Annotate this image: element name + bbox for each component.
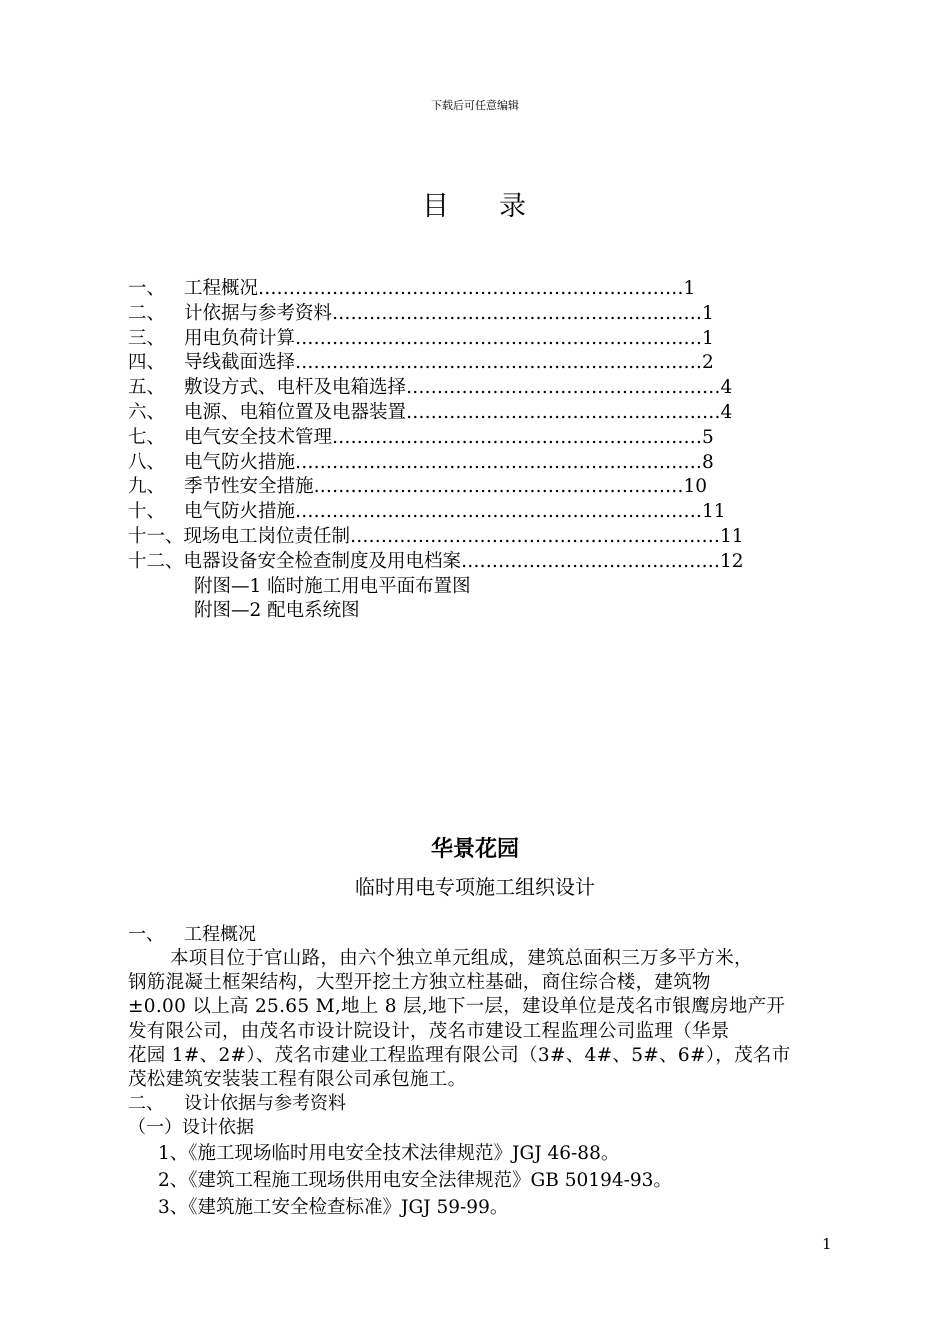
paragraph-line: 花园 1#、2#）、茂名市建业工程监理有限公司（3#、4#、5#、6#），茂名市 bbox=[128, 1044, 791, 1066]
section-number: 一、 bbox=[128, 924, 164, 945]
toc-item-page: 8 bbox=[702, 451, 714, 473]
table-of-contents bbox=[128, 277, 808, 624]
toc-item-number: 四、 bbox=[128, 352, 166, 374]
toc-item-label: 现场电工岗位责任制 bbox=[183, 525, 351, 547]
toc-item[interactable] bbox=[128, 351, 808, 376]
toc-item-label: 电源、电箱位置及电器装置 bbox=[184, 401, 407, 423]
toc-item-page: 12 bbox=[720, 550, 744, 572]
toc-item-label: 电气防火措施 bbox=[184, 451, 296, 473]
toc-appendix-item[interactable] bbox=[128, 575, 808, 600]
toc-item-number: 二、 bbox=[128, 302, 166, 324]
toc-item-number: 一、 bbox=[128, 278, 166, 299]
toc-item[interactable] bbox=[128, 426, 808, 451]
reference-item: 1、《施工现场临时用电安全技术法律规范》JGJ 46-88。 bbox=[158, 1143, 620, 1165]
document-title: 华景花园 bbox=[430, 837, 519, 862]
toc-item[interactable] bbox=[128, 500, 808, 525]
toc-leader-dots: ………………………………………………………… bbox=[295, 352, 703, 374]
toc-item-page: 1 bbox=[702, 302, 714, 324]
toc-leader-dots: …………………………………………………… bbox=[332, 302, 703, 324]
toc-leader-dots: ………………………………………………………… bbox=[295, 451, 703, 473]
toc-leader-dots: …………………………………………… bbox=[406, 377, 721, 399]
toc-item[interactable] bbox=[128, 302, 808, 327]
toc-item-page: 4 bbox=[720, 377, 733, 399]
toc-item-number: 七、 bbox=[128, 426, 166, 448]
toc-item-label: 敷设方式、电杆及电箱选择 bbox=[184, 377, 407, 399]
toc-item-number: 五、 bbox=[128, 377, 166, 399]
toc-leader-dots: ………………………………………………………… bbox=[295, 501, 703, 523]
toc-item-number: 十一、 bbox=[128, 525, 184, 547]
toc-item[interactable] bbox=[128, 401, 808, 426]
toc-item-label: 电气防火措施 bbox=[184, 501, 296, 523]
toc-item-label: 电器设备安全检查制度及用电档案 bbox=[183, 550, 462, 572]
header-note: 下载后可任意编辑 bbox=[431, 99, 519, 112]
document-body bbox=[128, 923, 858, 1221]
reference-item: 3、《建筑施工安全检查标准》JGJ 59-99。 bbox=[158, 1197, 509, 1219]
toc-item[interactable] bbox=[128, 327, 808, 352]
toc-item-number: 三、 bbox=[128, 327, 166, 349]
section-heading bbox=[128, 1092, 858, 1116]
reference-item: 2、《建筑工程施工现场供用电安全法律规范》GB 50194-93。 bbox=[158, 1170, 672, 1192]
toc-leader-dots: …………………………………… bbox=[461, 550, 721, 572]
section-heading-text: 工程概况 bbox=[184, 924, 256, 945]
paragraph bbox=[128, 947, 858, 1092]
toc-title-right: 录 bbox=[499, 191, 528, 222]
paragraph-line: 钢筋混凝土框架结构，大型开挖土方独立柱基础，商住综合楼，建筑物 bbox=[128, 972, 711, 994]
toc-appendix-item[interactable] bbox=[128, 599, 808, 624]
toc-item[interactable] bbox=[128, 525, 808, 550]
paragraph-line: 发有限公司，由茂名市设计院设计，茂名市建设工程监理公司监理（华景 bbox=[128, 1020, 730, 1042]
toc-leader-dots: ………………………………………………………… bbox=[295, 327, 703, 349]
toc-item-page: 10 bbox=[683, 476, 708, 498]
toc-item-label: 电气安全技术管理 bbox=[184, 426, 333, 448]
section-number: 二、 bbox=[128, 1093, 164, 1115]
toc-leader-dots: …………………………………………………………… bbox=[258, 278, 684, 299]
toc-item-page: 1 bbox=[702, 327, 714, 349]
toc-item[interactable] bbox=[128, 550, 808, 575]
toc-item-label: 用电负荷计算 bbox=[184, 327, 296, 349]
toc-item-page: 2 bbox=[702, 352, 714, 374]
toc-item-number: 十、 bbox=[128, 501, 166, 523]
paragraph-line: 本项目位于官山路，由六个独立单元组成，建筑总面积三万多平方米， bbox=[170, 948, 753, 969]
toc-item-page: 1 bbox=[683, 278, 696, 299]
section-heading bbox=[128, 923, 858, 947]
toc-item-number: 六、 bbox=[128, 401, 166, 423]
section-heading-text: 设计依据与参考资料 bbox=[184, 1093, 346, 1115]
toc-item-label: 季节性安全措施 bbox=[184, 476, 314, 498]
toc-appendix-label: 附图—1 临时施工用电平面布置图 bbox=[194, 575, 471, 597]
toc-title bbox=[0, 184, 950, 223]
toc-item-page: 5 bbox=[702, 426, 714, 448]
toc-item[interactable] bbox=[128, 277, 808, 302]
toc-item-label: 工程概况 bbox=[184, 278, 259, 299]
toc-item[interactable] bbox=[128, 376, 808, 401]
toc-item-page: 4 bbox=[720, 401, 733, 423]
paragraph-line: 茂松建筑安装装工程有限公司承包施工。 bbox=[128, 1069, 467, 1091]
subsection-heading: （一）设计依据 bbox=[128, 1117, 254, 1139]
toc-title-left: 目 bbox=[422, 191, 451, 222]
toc-leader-dots: …………………………………………………… bbox=[350, 525, 721, 547]
toc-item-label: 计依据与参考资料 bbox=[184, 302, 333, 324]
page-number: 1 bbox=[822, 1235, 832, 1253]
toc-leader-dots: …………………………………………………… bbox=[332, 426, 703, 448]
toc-item-number: 十二、 bbox=[128, 550, 184, 572]
toc-leader-dots: …………………………………………… bbox=[406, 401, 721, 423]
toc-item-page: 11 bbox=[702, 501, 726, 523]
toc-item[interactable] bbox=[128, 451, 808, 476]
toc-item-number: 九、 bbox=[128, 476, 166, 498]
toc-leader-dots: …………………………………………………… bbox=[313, 476, 684, 498]
toc-item-number: 八、 bbox=[128, 451, 166, 473]
toc-item-page: 11 bbox=[720, 525, 744, 547]
document-subtitle: 临时用电专项施工组织设计 bbox=[355, 875, 595, 899]
toc-item-label: 导线截面选择 bbox=[184, 352, 296, 374]
toc-item[interactable] bbox=[128, 475, 808, 500]
toc-appendix-label: 附图—2 配电系统图 bbox=[194, 600, 360, 622]
paragraph-line: ±0.00 以上高 25.65 M,地上 8 层,地下一层，建设单位是茂名市银鹰房地产开 bbox=[128, 996, 786, 1018]
